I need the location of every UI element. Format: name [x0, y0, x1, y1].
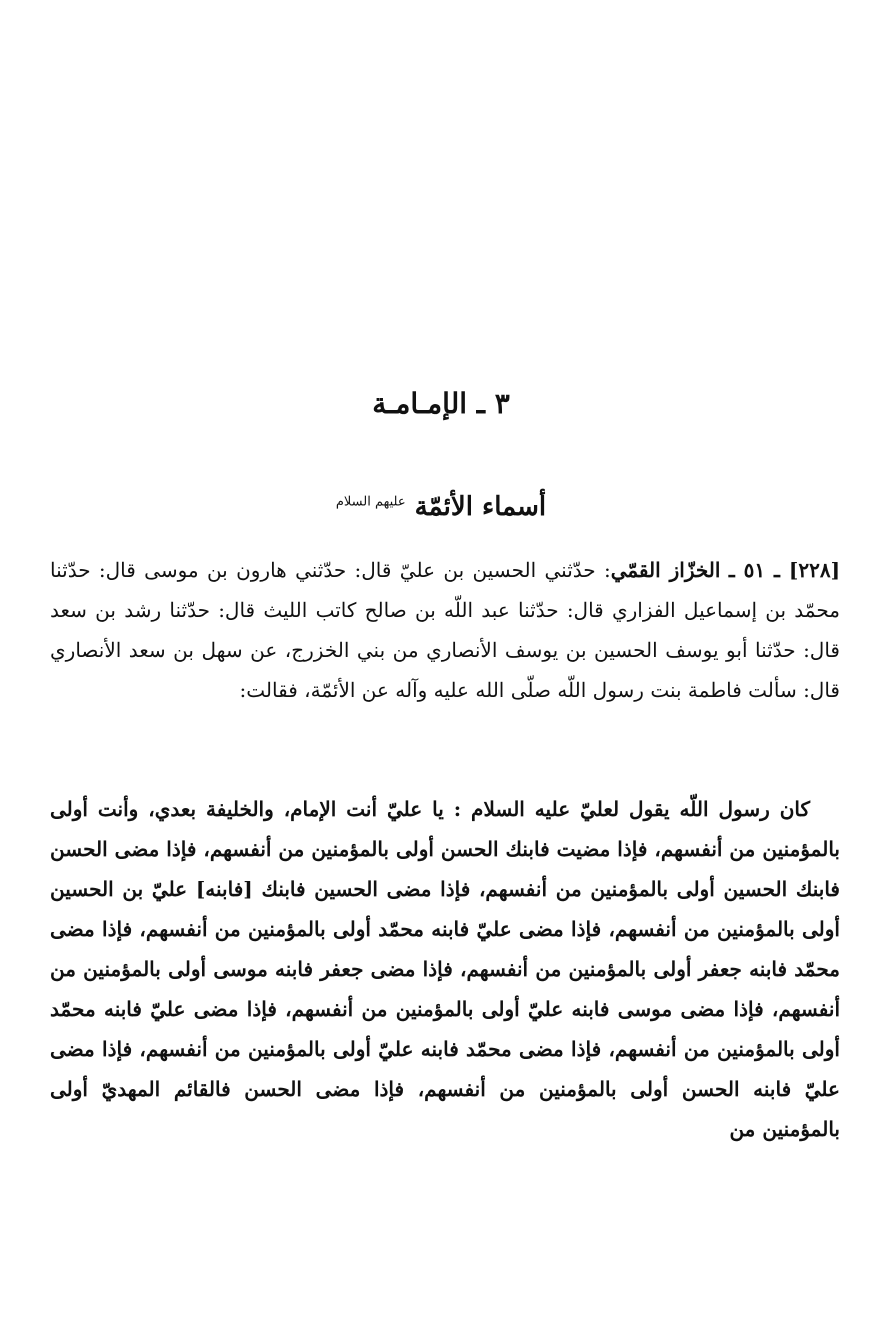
chapter-title: ٣ ـ الإمـامـة	[372, 386, 510, 420]
isnad-text: : حدّثني الحسين بن عليّ قال: حدّثني هارون بن موسى قال: حدّثنا محمّد بن إسماعيل الفزاري قال: حدّثنا عبد اللّه بن صالح كاتب الليث قال: حدّثنا رشد بن سعد قال: حدّثنا أبو يوسف الحسين بن يوسف الأنصاري من بني الخزرج، عن سهل بن سعد الأنصاري قال: سألت فاطمة بنت رسول اللّه صلّى الله عليه وآله عن الأئمّة، فقالت:	[50, 558, 840, 702]
hadith-reference-number: [٢٢٨] ـ ٥١ ـ	[728, 558, 841, 582]
hadith-text: كان رسول اللّه يقول لعليّ عليه السلام : يا عليّ أنت الإمام، والخليفة بعدي، وأنت أولى بالمؤمنين من أنفسهم، فإذا مضيت فابنك الحسن أولى بالمؤمنين من أنفسهم، فإذا مضى الحسن فابنك الحسين أولى بالمؤمنين من أنفسهم، فإذا مضى الحسين فابنك [فابنه] عليّ بن الحسين أولى بالمؤمنين من أنفسهم، فإذا مضى عليّ فابنه محمّد أولى بالمؤمنين من أنفسهم، فإذا مضى محمّد فابنه جعفر أولى بالمؤمنين من أنفسهم، فإذا مضى جعفر فابنه موسى أولى بالمؤمنين من أنفسهم، فإذا مضى موسى فابنه عليّ أولى بالمؤمنين من أنفسهم، فإذا مضى عليّ فابنه محمّد أولى بالمؤمنين من أنفسهم، فإذا مضى محمّد فابنه عليّ أولى بالمؤمنين من أنفسهم، فإذا مضى عليّ فابنه الحسن أولى بالمؤمنين من أنفسهم، فإذا مضى الحسن فالقائم المهديّ أولى بالمؤمنين من	[50, 797, 840, 1141]
isnad-paragraph	[50, 550, 840, 710]
narrator-name: الخزّاز القمّي	[610, 558, 721, 582]
section-title	[0, 492, 882, 522]
section-title-text: أسماء الأئمّة	[414, 491, 547, 522]
honorific-glyph: عليهم السلام	[335, 493, 406, 509]
hadith-paragraph	[50, 789, 840, 1149]
